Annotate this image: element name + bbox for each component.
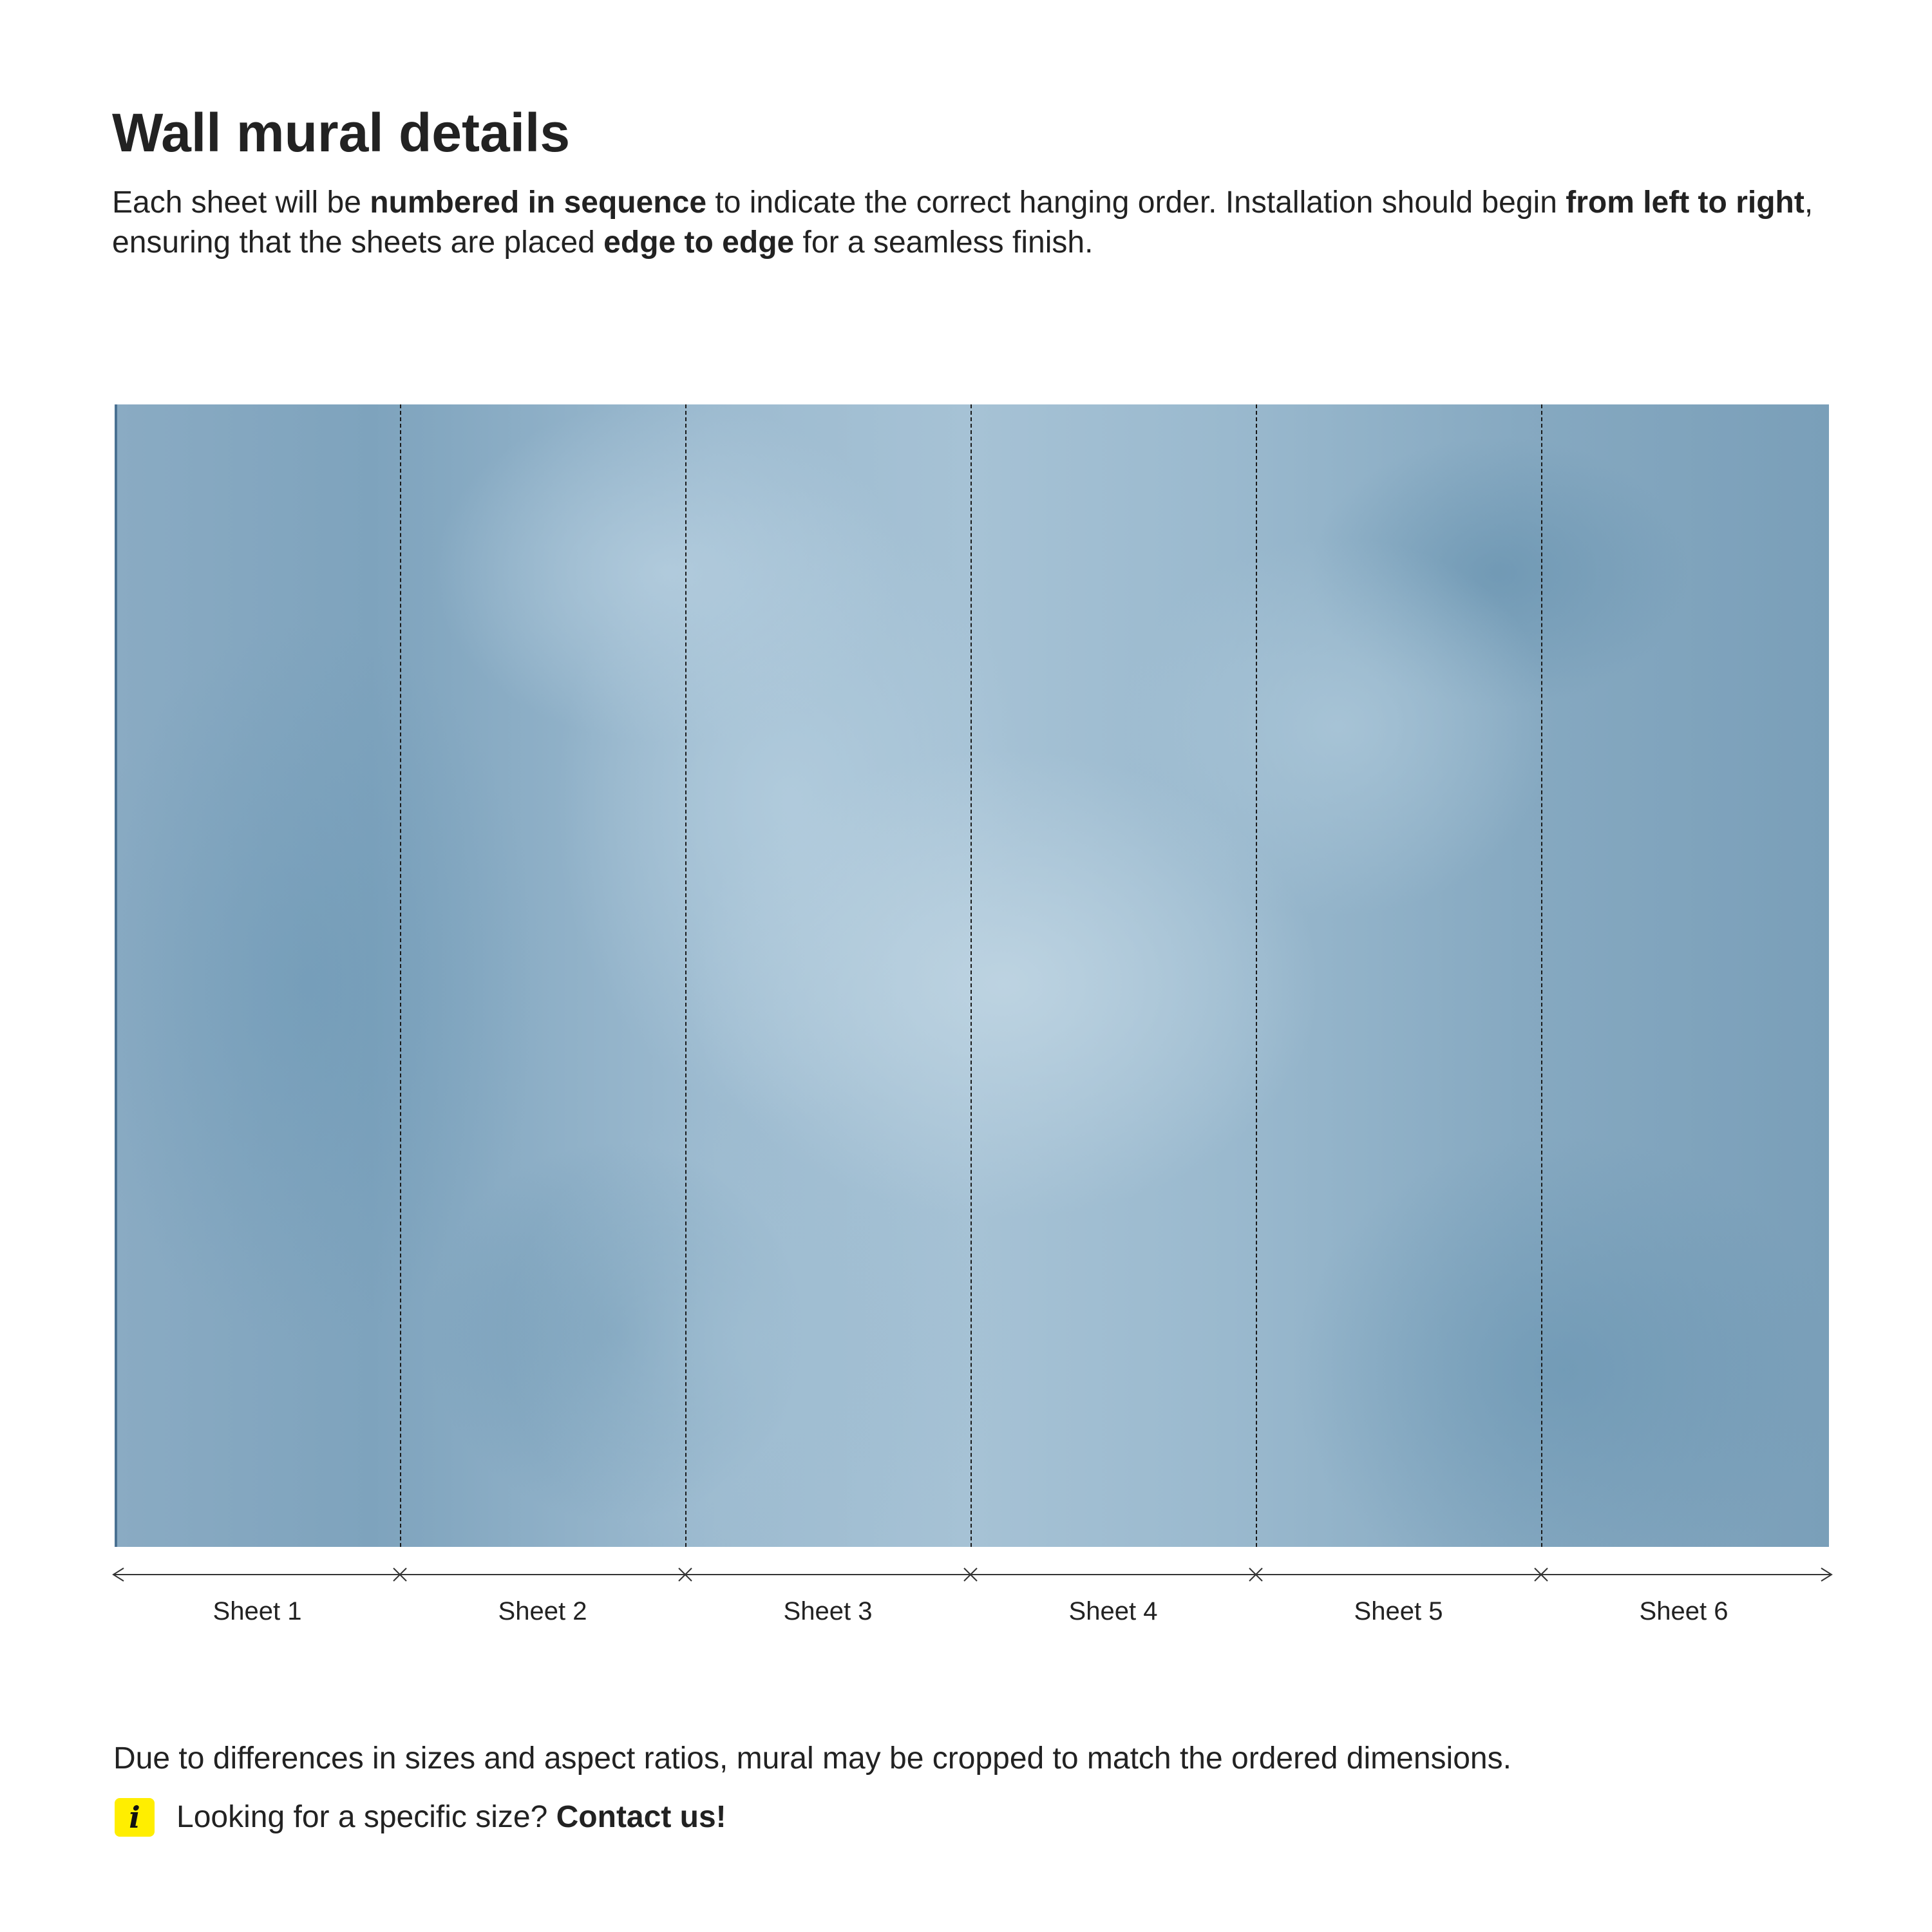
sheet-divider bbox=[971, 404, 972, 1547]
sheet-width-ruler bbox=[109, 1562, 1835, 1587]
sheet-label-5: Sheet 5 bbox=[1354, 1597, 1443, 1625]
info-icon: i bbox=[115, 1798, 155, 1837]
sheet-label-3: Sheet 3 bbox=[783, 1597, 873, 1625]
mural-left-edge bbox=[115, 404, 117, 1547]
sheet-divider bbox=[1541, 404, 1542, 1547]
intro-bold-edge: edge to edge bbox=[603, 225, 795, 260]
intro-text-3: , ensuring that the sheets are placed bbox=[112, 185, 1814, 260]
sheet-label-2: Sheet 2 bbox=[498, 1597, 587, 1625]
intro-text-2: to indicate the correct hanging order. Installation should begin bbox=[706, 185, 1566, 220]
sheet-label-1: Sheet 1 bbox=[213, 1597, 302, 1625]
info-question: Looking for a specific size? bbox=[176, 1800, 556, 1834]
intro-bold-numbered: numbered in sequence bbox=[370, 185, 707, 220]
intro-text-1: Each sheet will be bbox=[112, 185, 370, 220]
sheet-divider bbox=[400, 404, 401, 1547]
contact-us-link[interactable]: Contact us! bbox=[556, 1800, 726, 1834]
sheet-divider bbox=[1256, 404, 1257, 1547]
sheet-divider bbox=[685, 404, 687, 1547]
intro-bold-direction: from left to right bbox=[1566, 185, 1804, 220]
intro-text-4: for a seamless finish. bbox=[794, 225, 1094, 260]
sheet-label-6: Sheet 6 bbox=[1639, 1597, 1728, 1625]
info-text bbox=[176, 1797, 726, 1837]
page-title: Wall mural details bbox=[112, 102, 571, 163]
sheet-labels bbox=[115, 1593, 1829, 1632]
intro-paragraph bbox=[112, 183, 1851, 263]
mural-preview bbox=[115, 404, 1829, 1547]
info-row bbox=[115, 1797, 726, 1838]
crop-note: Due to differences in sizes and aspect ratios, mural may be cropped to match the ordered dimensions. bbox=[113, 1741, 1511, 1776]
sheet-label-4: Sheet 4 bbox=[1068, 1597, 1158, 1625]
